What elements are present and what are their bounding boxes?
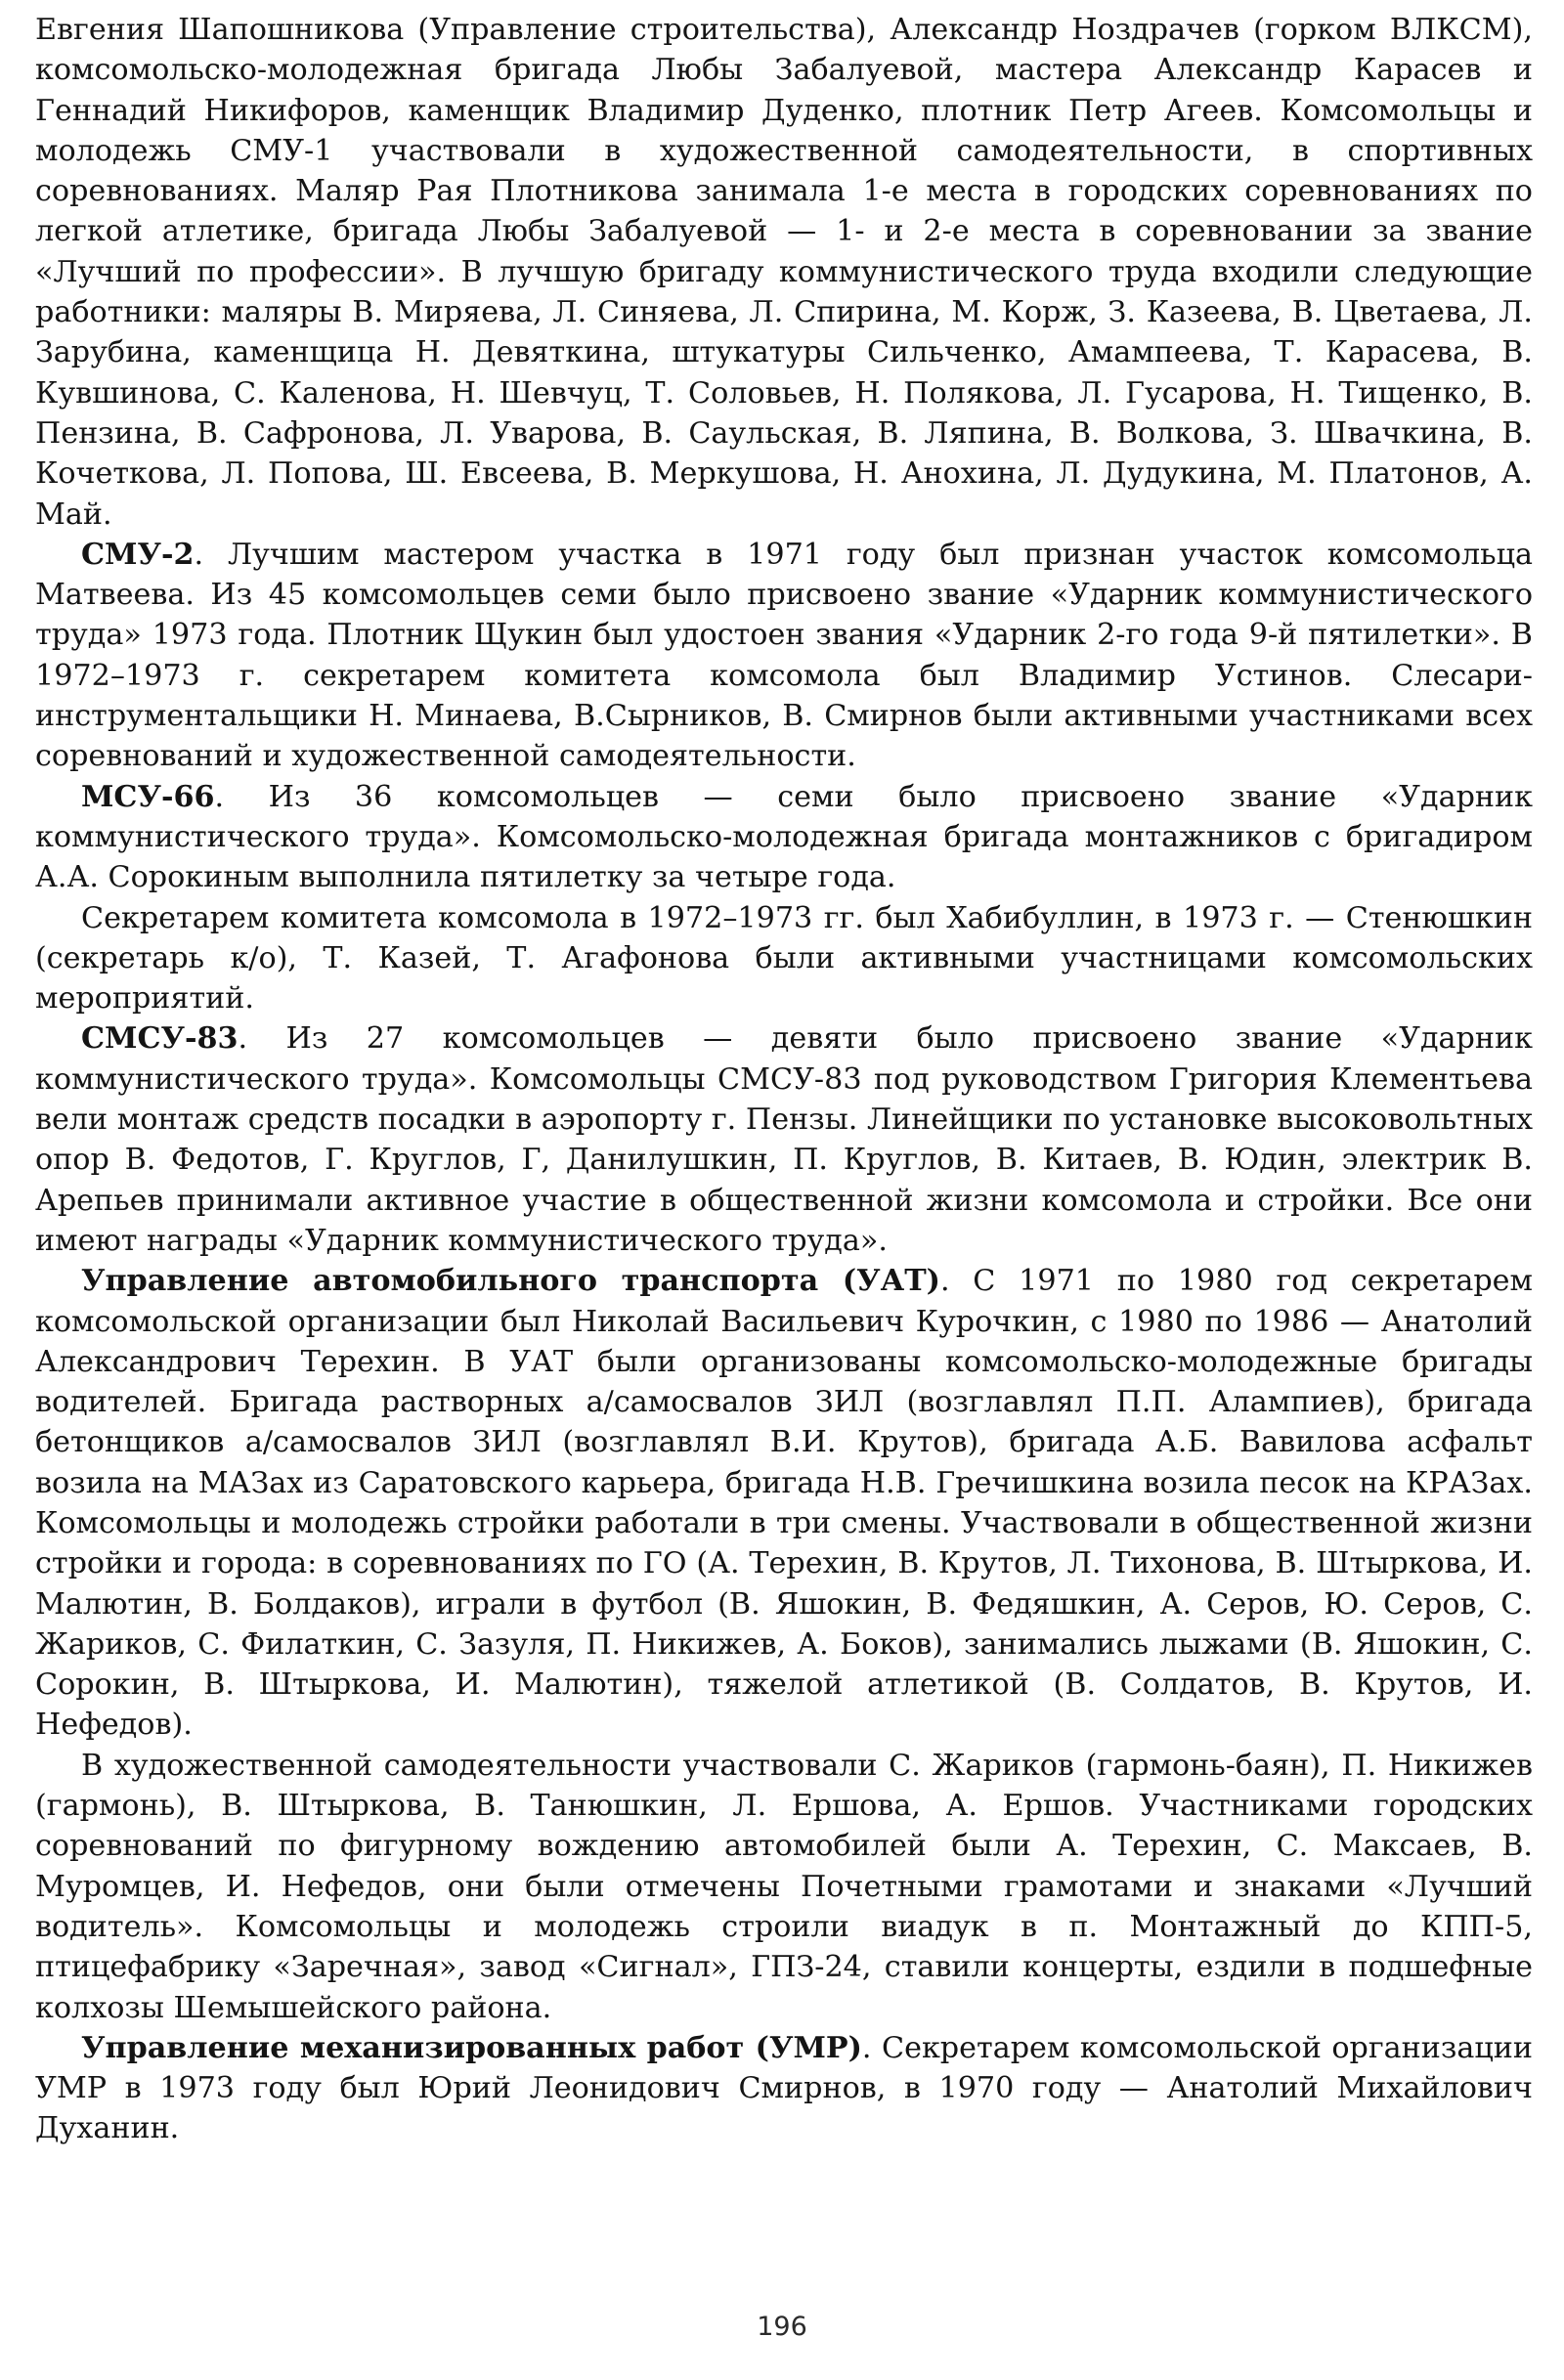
paragraph-secretary-text: Секретарем комитета комсомола в 1972–1973 гг. был Хабибуллин, в 1973 г. — Стенюшкин (секретарь к/о), Т. Казей, Т. Агафонова были активными участницами комсомольских мероприятий.	[35, 900, 1533, 1017]
paragraph-msu66-text: . Из 36 комсомольцев — семи было присвоено звание «Ударник коммунистического труда». Комсомольско-молодежная бригада монтажников с бригадиром А.А. Сорокиным выполнила пятилетку за четыре года.	[35, 779, 1533, 895]
paragraph-smsu83-text: . Из 27 комсомольцев — девяти было присвоено звание «Ударник коммунистического труда». Комсомольцы СМСУ-83 под руководством Григория Клементьева вели монтаж средств посадки в аэропорту г. Пензы. Линейщики по установке высоковольтных опор В. Федотов, Г. Круглов, Г, Данилушкин, П. Круглов, В. Китаев, В. Юдин, электрик В. Арепьев принимали активное участие в общественной жизни комсомола и стройки. Все они имеют награды «Ударник коммунистического труда».	[35, 1021, 1533, 1258]
paragraph-secretary	[35, 898, 1533, 1019]
paragraph-umr-text: . Секретарем комсомольской организации УМР в 1973 году был Юрий Леонидович Смирнов, в 1970 году — Анатолий Михайлович Духанин.	[35, 2030, 1533, 2146]
paragraph-1	[35, 10, 1533, 535]
paragraph-smu2-text: . Лучшим мастером участка в 1971 году был признан участок комсомольца Матвеева. Из 45 комсомольцев семи было присвоено звание «Ударник коммунистического труда» 1973 года. Плотник Щукин был удостоен звания «Ударник 2-го года 9-й пятилетки». В 1972–1973 г. секретарем комитета комсомола был Владимир Устинов. Слесари-инструментальщики Н. Минаева, В.Сырников, В. Смирнов были активными участниками всех соревнований и художественной самодеятельности.	[35, 537, 1533, 774]
paragraph-smu2-heading: СМУ-2	[81, 537, 195, 572]
paragraph-smu2	[35, 535, 1533, 777]
paragraph-uat	[35, 1261, 1533, 1746]
paragraph-smsu83-heading: СМСУ-83	[81, 1021, 239, 1057]
page-body	[35, 10, 1533, 2149]
page-number: 196	[757, 2312, 807, 2342]
paragraph-msu66	[35, 777, 1533, 898]
paragraph-1-text: Евгения Шапошникова (Управление строительства), Александр Ноздрачев (горком ВЛКСМ), комсомольско-молодежная бригада Любы Забалуевой, мастера Александр Карасев и Геннадий Никифоров, каменщик Владимир Дуденко, плотник Петр Агеев. Комсомольцы и молодежь СМУ-1 участвовали в художественной самодеятельности, в спортивных соревнованиях. Маляр Рая Плотникова занимала 1-е места в городских соревнованиях по легкой атлетике, бригада Любы Забалуевой — 1- и 2-е места в соревновании за звание «Лучший по профессии». В лучшую бригаду коммунистического труда входили следующие работники: маляры В. Миряева, Л. Синяева, Л. Спирина, М. Корж, З. Казеева, В. Цветаева, Л. Зарубина, каменщица Н. Девяткина, штукатуры Сильченко, Амампеева, Т. Карасева, В. Кувшинова, С. Каленова, Н. Шевчуц, Т. Соловьев, Н. Полякова, Л. Гусарова, Н. Тищенко, В. Пензина, В. Сафронова, Л. Уварова, В. Саульская, В. Ляпина, В. Волкова, З. Швачкина, В. Кочеткова, Л. Попова, Ш. Евсеева, В. Меркушова, Н. Анохина, Л. Дудукина, М. Платонов, А. Май.	[35, 13, 1533, 532]
paragraph-umr	[35, 2028, 1533, 2149]
paragraph-uat-heading: Управление автомобильного транспорта (УАТ)	[81, 1264, 940, 1299]
paragraph-amateur-arts	[35, 1746, 1533, 2028]
paragraph-uat-text: . С 1971 по 1980 год секретарем комсомольской организации был Николай Васильевич Курочкин, с 1980 по 1986 — Анатолий Александрович Терехин. В УАТ были организованы комсомольско-молодежные бригады водителей. Бригада растворных а/самосвалов ЗИЛ (возглавлял П.П. Алампиев), бригада бетонщиков а/самосвалов ЗИЛ (возглавлял В.И. Крутов), бригада А.Б. Вавилова асфальт возила на МАЗах из Саратовского карьера, бригада Н.В. Гречишкина возила песок на КРАЗах. Комсомольцы и молодежь стройки работали в три смены. Участвовали в общественной жизни стройки и города: в соревнованиях по ГО (А. Терехин, В. Крутов, Л. Тихонова, В. Штыркова, И. Малютин, В. Болдаков), играли в футбол (В. Яшокин, В. Федяшкин, А. Серов, Ю. Серов, С. Жариков, С. Филаткин, С. Зазуля, П. Никижев, А. Боков), занимались лыжами (В. Яшокин, С. Сорокин, В. Штыркова, И. Малютин), тяжелой атлетикой (В. Солдатов, В. Крутов, И. Нефедов).	[35, 1264, 1533, 1743]
paragraph-amateur-arts-text: В художественной самодеятельности участвовали С. Жариков (гармонь-баян), П. Никижев (гармонь), В. Штыркова, В. Танюшкин, Л. Ершова, А. Ершов. Участниками городских соревнований по фигурному вождению автомобилей были А. Терехин, С. Максаев, В. Муромцев, И. Нефедов, они были отмечены Почетными грамотами и знаками «Лучший водитель». Комсомольцы и молодежь строили виадук в п. Монтажный до КПП-5, птицефабрику «Заречная», завод «Сигнал», ГПЗ-24, ставили концерты, ездили в подшефные колхозы Шемышейского района.	[35, 1748, 1533, 2025]
paragraph-msu66-heading: МСУ-66	[81, 779, 215, 814]
paragraph-umr-heading: Управление механизированных работ (УМР)	[81, 2030, 862, 2065]
paragraph-smsu83	[35, 1018, 1533, 1261]
